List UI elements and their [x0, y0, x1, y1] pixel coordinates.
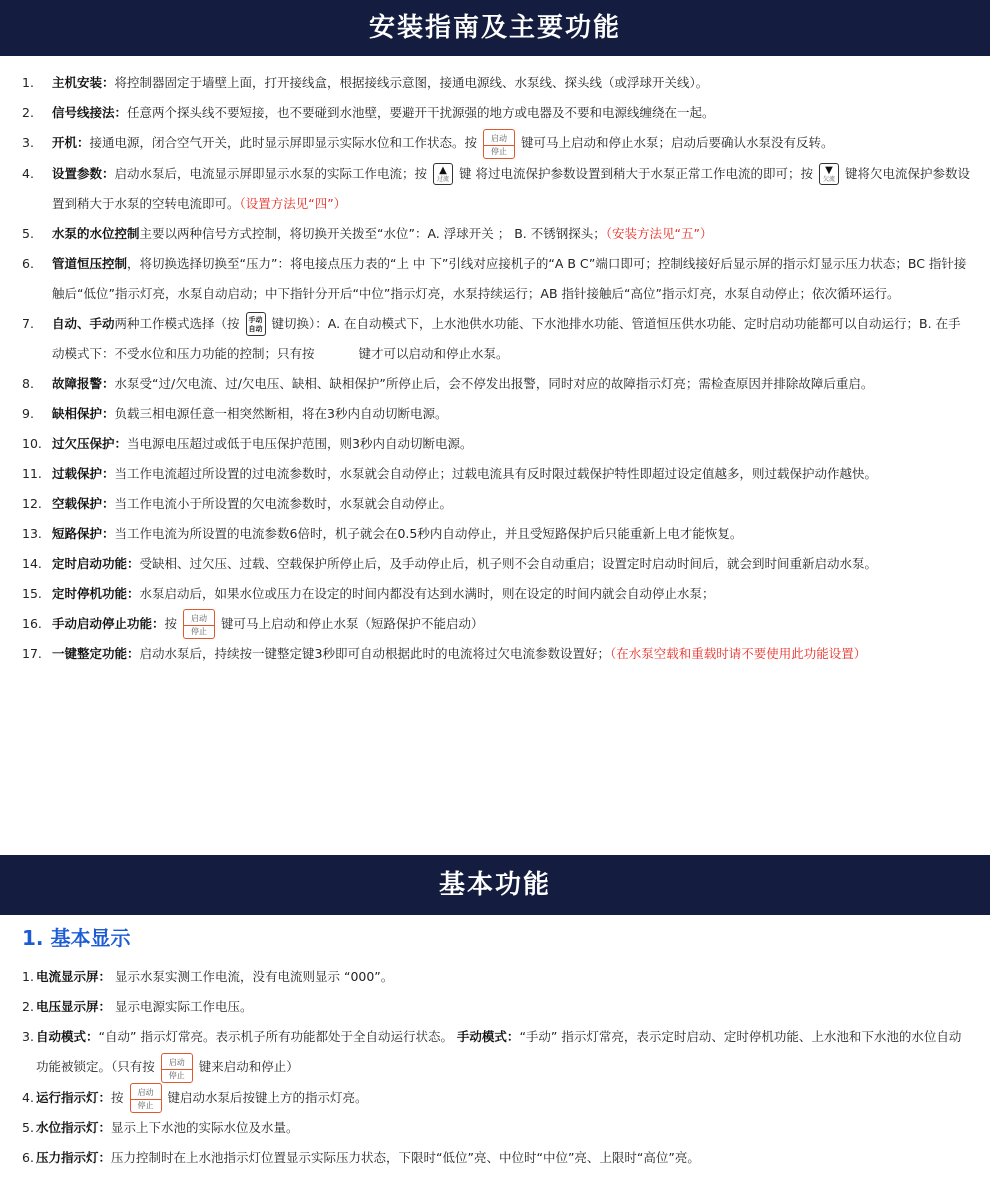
item-label: 开机：: [52, 135, 90, 150]
list-item: [22, 549, 972, 579]
item-text: 键可马上启动和停止水泵（短路保护不能启动）: [221, 615, 484, 631]
item-label: 过欠压保护：: [52, 435, 128, 451]
item-note: （在水泵空载和重载时请不要使用此功能设置）: [609, 646, 867, 661]
item-label: 电压显示屏：: [36, 999, 112, 1014]
basic-display-list: [22, 962, 972, 1173]
list-item: [22, 98, 972, 128]
item-label: 自动模式：: [36, 1029, 99, 1044]
list-item: [22, 249, 972, 309]
list-item: [22, 1022, 972, 1083]
item-text: 当工作电流为所设置的电流参数6倍时，机子就会在0.5秒内自动停止，并且受短路保护后只能重新上电才能恢复。: [114, 525, 743, 541]
item-text: 水泵受“过/欠电流、过/欠电压、缺相、缺相保护”所停止后，会不停发出报警，同时对应的故障指示灯亮；需检查原因并排除故障后重启。: [114, 375, 874, 391]
item-label: 水位指示灯：: [36, 1120, 112, 1135]
item-text: 显示水泵实测工作电流，没有电流则显示 “000”。: [111, 969, 394, 984]
item-number: 10.: [22, 435, 42, 451]
item-text: “手动” 指示灯常亮，表示定时启动、定时停机功能、上水池和下水池的水位自动功能被锁定。（只有按: [36, 1029, 962, 1074]
item-label: 自动、手动: [52, 315, 115, 331]
item-text: 键切换）：A. 在自动模式下，上水池供水功能、下水池排水功能、管道恒压供水功能、定时启动功能都可以自动运行；B. 在手动模式下：不受水位和压力功能的控制；只有按: [52, 315, 961, 361]
item-text: 键才可以启动和停止水泵。: [358, 345, 509, 361]
list-item: [22, 519, 972, 549]
item-label: 手动模式：: [456, 1029, 520, 1044]
list-item: [22, 639, 972, 669]
item-number: 2.: [22, 999, 34, 1014]
item-label: 主机安装：: [52, 75, 115, 90]
item-label: 压力指示灯：: [36, 1150, 112, 1165]
item-text: 任意两个探头线不要短接，也不要碰到水池壁，要避开干扰源强的地方或电器及不要和电源线缠绕在一起。: [127, 105, 715, 120]
item-number: 3.: [22, 1029, 34, 1044]
item-label: 过载保护：: [52, 465, 115, 481]
list-item: [22, 68, 972, 98]
section-banner-basic: 基本功能: [0, 855, 990, 915]
item-text: 键 将过电流保护参数设置到稍大于水泵正常工作电流的即可；按: [459, 165, 814, 181]
item-number: 3.: [22, 135, 34, 150]
item-note: （设置方法见“四”）: [239, 195, 347, 211]
item-number: 2.: [22, 105, 34, 120]
up-key-icon: ▲ 过流: [433, 163, 453, 185]
list-item: [22, 1083, 972, 1114]
item-label: 定时启动功能：: [52, 555, 140, 571]
item-number: 4.: [22, 165, 34, 181]
item-text: 显示电源实际工作电压。: [111, 999, 253, 1014]
start-stop-key-icon: 启动 停止: [130, 1083, 162, 1113]
item-label: 电流显示屏：: [36, 969, 112, 984]
list-item: [22, 609, 972, 640]
item-text: 当工作电流超过所设置的过电流参数时，水泵就会自动停止；过载电流具有反时限过载保护特性即超过设定值越多，则过载保护动作越快。: [114, 465, 878, 481]
start-stop-key-icon: 启动 停止: [483, 129, 515, 159]
item-text: 启动水泵后，电流显示屏即显示水泵的实际工作电流；按: [114, 165, 428, 181]
basic-display-heading: 1. 基本显示: [22, 926, 131, 950]
item-number: 4.: [22, 1089, 34, 1105]
item-text: 键可马上启动和停止水泵；启动后要确认水泵没有反转。: [521, 135, 834, 150]
item-number: 12.: [22, 495, 42, 511]
list-item: [22, 128, 972, 159]
item-text: 当工作电流小于所设置的欠电流参数时，水泵就会自动停止。: [114, 495, 453, 511]
item-text: 显示上下水池的实际水位及水量。: [111, 1120, 299, 1135]
list-item: [22, 962, 972, 992]
item-label: 短路保护：: [52, 525, 115, 541]
item-text: 将控制器固定于墙壁上面，打开接线盒，根据接线示意图，接通电源线、水泵线、探头线（或浮球开关线）。: [114, 75, 709, 90]
item-label: 水泵的水位控制: [52, 225, 140, 241]
item-text: 按: [111, 1089, 124, 1105]
item-number: 8.: [22, 375, 34, 391]
item-number: 15.: [22, 585, 42, 601]
item-note: （安装方法见“五”）: [605, 225, 713, 241]
item-label: 定时停机功能：: [52, 585, 140, 601]
item-number: 11.: [22, 465, 42, 481]
item-text: 当电源电压超过或低于电压保护范围，则3秒内自动切断电源。: [127, 435, 473, 451]
item-label: 设置参数：: [52, 165, 115, 181]
item-number: 13.: [22, 525, 42, 541]
list-item: [22, 429, 972, 459]
list-item: [22, 369, 972, 399]
item-number: 17.: [22, 646, 42, 661]
item-text: 接通电源，闭合空气开关，此时显示屏即显示实际水位和工作状态。按: [89, 135, 478, 150]
list-item: [22, 309, 972, 369]
item-number: 16.: [22, 615, 42, 631]
item-label: 运行指示灯：: [36, 1089, 112, 1105]
list-item: [22, 992, 972, 1022]
item-number: 6.: [22, 255, 34, 271]
item-label: 信号线接法：: [52, 105, 128, 120]
list-item: [22, 159, 972, 219]
item-text: “自动” 指示灯常亮。表示机子所有功能都处于全自动运行状态。: [98, 1029, 457, 1044]
item-text: ，将切换选择切换至“压力”：将电接点压力表的“上 中 下”引线对应接机子的“A B C”端口即可；控制线接好后显示屏的指示灯显示压力状态；BC 指针接触后“低位”指示灯亮，水泵自动启动；中下指针分开后“中位”指示灯亮，水泵持续运行；AB 指针接触后“高位”指示灯亮，水泵自动停止；依次循环运行。: [52, 255, 967, 301]
item-text: 水泵启动后，如果水位或压力在设定的时间内都没有达到水满时，则在设定的时间内就会自动停止水泵；: [139, 585, 715, 601]
list-item: [22, 489, 972, 519]
item-text: 启动水泵后，持续按一键整定键3秒即可自动根据此时的电流将过欠电流参数设置好；: [139, 646, 610, 661]
install-list: [22, 68, 972, 669]
item-label: 管道恒压控制: [52, 255, 128, 271]
item-text: 键将欠电流保护参数设置到稍大于水泵的空转电流即可。: [52, 165, 971, 211]
start-stop-key-icon: 启动 停止: [161, 1053, 193, 1083]
item-number: 9.: [22, 405, 34, 421]
list-item: [22, 1143, 972, 1173]
item-label: 缺相保护：: [52, 405, 115, 421]
list-item: [22, 219, 972, 249]
item-text: 两种工作模式选择（按: [114, 315, 240, 331]
item-label: 手动启动停止功能：: [52, 615, 165, 631]
item-text: 键来启动和停止）: [198, 1059, 299, 1074]
item-number: 1.: [22, 969, 34, 984]
item-text: 主要以两种信号方式控制，将切换开关拨至“水位”：A. 浮球开关 ； B. 不锈钢探头；: [139, 225, 606, 241]
down-key-icon: ▼ 欠流: [819, 163, 839, 185]
list-item: [22, 399, 972, 429]
list-item: [22, 459, 972, 489]
start-stop-key-icon: 启动 停止: [183, 609, 215, 639]
item-text: 键启动水泵后按键上方的指示灯亮。: [167, 1089, 368, 1105]
item-text: 压力控制时在上水池指示灯位置显示实际压力状态，下限时“低位”亮、中位时“中位”亮、上限时“高位”亮。: [111, 1150, 700, 1165]
item-number: 6.: [22, 1150, 34, 1165]
manual-auto-key-icon: 手动 自动: [246, 312, 266, 336]
item-text: 受缺相、过欠压、过载、空载保护所停止后，及手动停止后，机子则不会自动重启；设置定时启动时间后，就会到时间重新启动水泵。: [139, 555, 878, 571]
item-label: 故障报警：: [52, 375, 115, 391]
item-text: 按: [164, 615, 178, 631]
list-item: [22, 579, 972, 609]
item-text: 负载三相电源任意一相突然断相，将在3秒内自动切断电源。: [114, 405, 448, 421]
item-number: 5.: [22, 1120, 34, 1135]
item-number: 14.: [22, 555, 42, 571]
item-label: 一键整定功能：: [52, 646, 140, 661]
section-banner-install: 安装指南及主要功能: [0, 0, 990, 56]
item-label: 空载保护：: [52, 495, 115, 511]
item-number: 5.: [22, 225, 34, 241]
item-number: 7.: [22, 315, 34, 331]
item-number: 1.: [22, 75, 34, 90]
list-item: [22, 1113, 972, 1143]
